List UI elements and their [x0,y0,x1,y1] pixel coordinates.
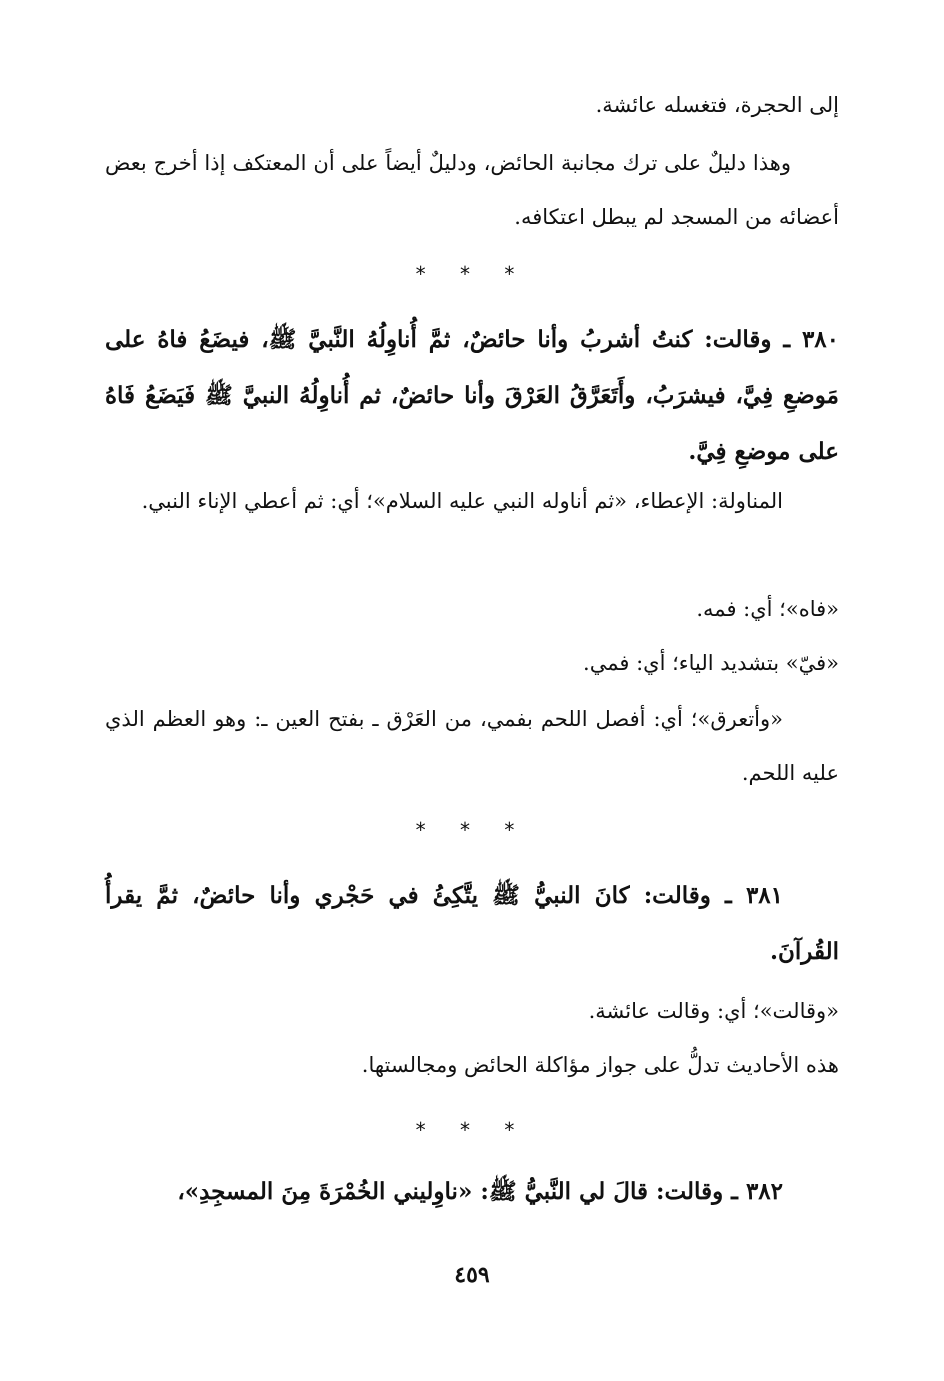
commentary-fah: «فاه»؛ أي: فمه. [696,597,839,621]
commentary-qalat: «وقالت»؛ أي: وقالت عائشة. [588,999,839,1023]
commentary-ahadith: هذه الأحاديث تدلُّ على جواز مؤاكلة الحائض ومجالستها. [361,1053,839,1077]
page-number: ٤٥٩ [454,1262,490,1288]
hadith-381: ٣٨١ ـ وقالت: كانَ النبيُّ ﷺ يتَّكِئُ في حَجْري وأنا حائضٌ، ثمَّ يقرأُ القُرآنَ. [105,882,839,965]
commentary-munawala: المناولة: الإعطاء، «ثم أناوله النبي عليه السلام»؛ أي: ثم أعطي الإناء النبي. [141,489,783,513]
commentary-fiyya: «فيّ» بتشديد الياء؛ أي: فمي. [583,651,839,675]
hadith-382: ٣٨٢ ـ وقالت: قالَ لي النَّبيُّ ﷺ: «ناوِليني الخُمْرَةَ مِنَ المسجِدِ»، [177,1178,783,1205]
paragraph-continuation: إلى الحجرة، فتغسله عائشة. [595,93,839,117]
commentary-ataarraq: «وأتعرق»؛ أي: أفصل اللحم بفمي، من العَرْق ـ بفتح العين ـ: وهو العظم الذي عليه اللحم. [105,707,839,785]
section-separator: * * * [415,818,529,842]
paragraph-commentary-itikaf: وهذا دليلٌ على ترك مجانبة الحائض، ودليلٌ أيضاً على أن المعتكف إذا أخرج بعض أعضائه من المسجد لم يبطل اعتكافه. [105,151,839,229]
hadith-380: ٣٨٠ ـ وقالت: كنتُ أشربُ وأنا حائضٌ، ثمَّ أُناوِلُهُ النَّبيَّ ﷺ، فيضَعُ فاهُ على مَوضعِ فِيَّ، فيشرَبُ، وأَتَعَرَّقُ العَرْقَ وأنا حائضٌ، ثم أُناوِلُهُ النبيَّ ﷺ فَيَضَعُ فَاهُ على موضعِ فِيَّ. [105,326,839,465]
section-separator: * * * [415,262,529,286]
section-separator: * * * [415,1118,529,1142]
